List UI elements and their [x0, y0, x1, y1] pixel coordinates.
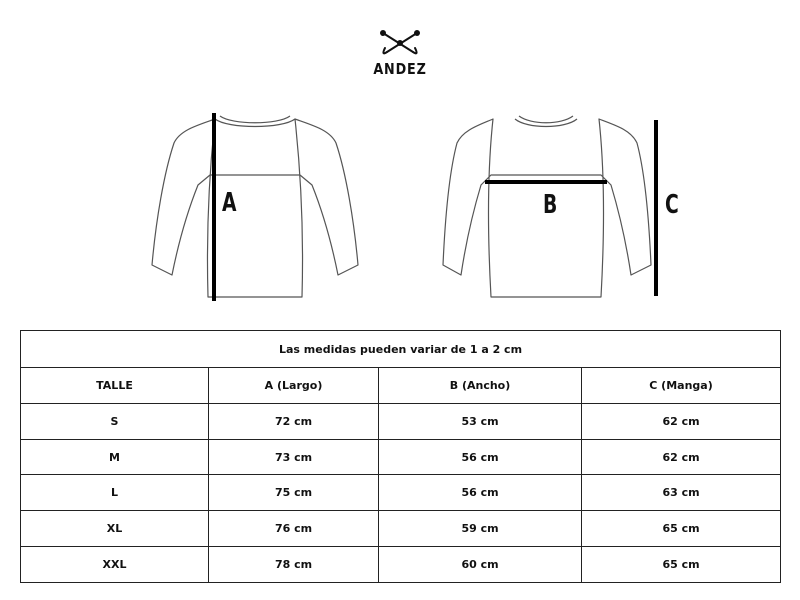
header-length: A (Largo)	[209, 368, 379, 404]
table-row	[21, 475, 781, 511]
size-table	[20, 330, 781, 583]
brand-logo	[360, 28, 440, 84]
measurement-note: Las medidas pueden variar de 1 a 2 cm	[21, 331, 781, 368]
table-note-row	[21, 331, 781, 368]
sleeve-cell: 62 cm	[582, 403, 781, 439]
table-row	[21, 511, 781, 547]
sleeve-cell: 63 cm	[582, 475, 781, 511]
brand-name: ANDEZ	[373, 60, 427, 78]
header-width: B (Ancho)	[379, 368, 582, 404]
length-cell: 76 cm	[209, 511, 379, 547]
width-cell: 56 cm	[379, 475, 582, 511]
header-size: TALLE	[21, 368, 209, 404]
measure-c-label: C	[665, 190, 679, 220]
width-cell: 53 cm	[379, 403, 582, 439]
table-row	[21, 547, 781, 583]
table-header-row	[21, 368, 781, 404]
measure-a-label: A	[222, 188, 237, 218]
measure-b-label: B	[543, 190, 558, 220]
sleeve-cell: 65 cm	[582, 547, 781, 583]
width-cell: 56 cm	[379, 439, 582, 475]
table-row	[21, 403, 781, 439]
header-sleeve: C (Manga)	[582, 368, 781, 404]
size-cell: M	[21, 439, 209, 475]
length-cell: 75 cm	[209, 475, 379, 511]
shirt-front-diagram	[140, 105, 370, 310]
width-cell: 59 cm	[379, 511, 582, 547]
sleeve-cell: 62 cm	[582, 439, 781, 475]
length-cell: 78 cm	[209, 547, 379, 583]
size-cell: XXL	[21, 547, 209, 583]
width-cell: 60 cm	[379, 547, 582, 583]
size-cell: L	[21, 475, 209, 511]
size-cell: S	[21, 403, 209, 439]
length-cell: 72 cm	[209, 403, 379, 439]
size-cell: XL	[21, 511, 209, 547]
sleeve-cell: 65 cm	[582, 511, 781, 547]
table-row	[21, 439, 781, 475]
length-cell: 73 cm	[209, 439, 379, 475]
crossed-safety-pins-icon	[375, 28, 425, 58]
